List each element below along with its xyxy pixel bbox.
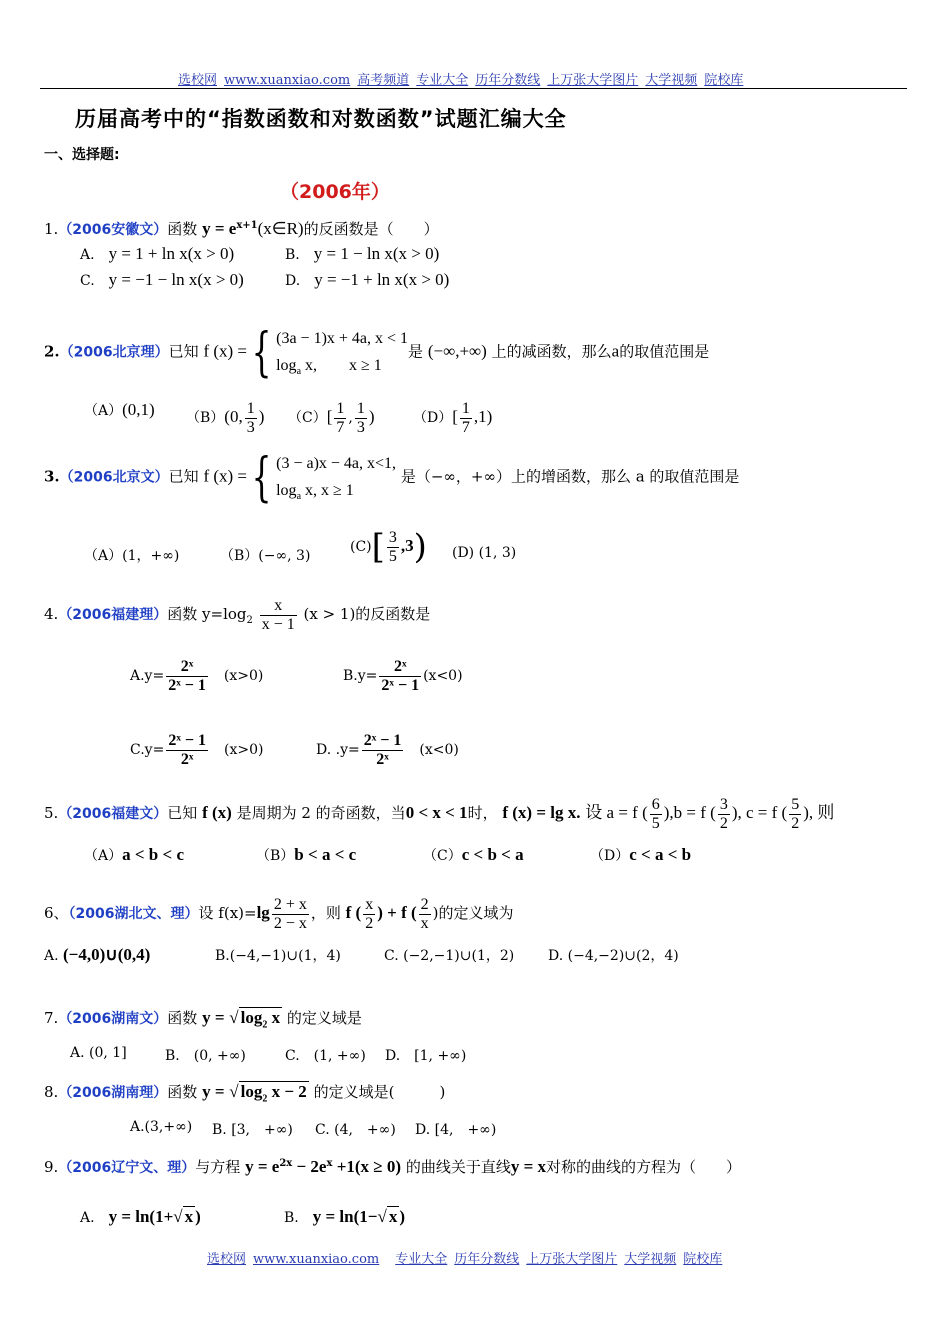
question-9: 9.（2006辽宁文、理）与方程 $y = e^{2x} - 2e^x +1(x \ge 0)$ 的曲线关于直线y = x对称的曲线的方程为（ ） [44, 1157, 742, 1176]
nav-link-videos[interactable]: 大学视频 [645, 73, 698, 88]
option-d: D. .y= $\frac{\text{2ˣ − 1}}{\text{2ˣ}}$ (x<0) [316, 732, 459, 768]
option-d: （D）c < a < b [590, 845, 692, 864]
nav-link-scores[interactable]: 历年分数线 [454, 1252, 520, 1267]
question-7: 7.（2006湖南文）函数 y = √ $\log_2 x$ 的定义域是 [44, 1008, 362, 1031]
nav-link-gaokao[interactable]: 高考频道 [357, 73, 410, 88]
formula: (x∈R) [257, 219, 304, 238]
option-b: B. (0, +∞) [165, 1048, 246, 1064]
nav-link-majors[interactable]: 专业大全 [416, 73, 469, 88]
option-b: B. [3, +∞) [212, 1122, 293, 1138]
footer-nav [207, 1248, 729, 1267]
option-d: D. [4, +∞) [415, 1122, 497, 1138]
option-c: （C）[ $\frac{1}{7}$ , $\frac{1}{3}$ ) [288, 400, 375, 436]
exponent: x+1 [236, 220, 258, 231]
nav-link-website[interactable]: www.xuanxiao.com [253, 1252, 380, 1267]
option-c: C. (1, +∞) [285, 1048, 366, 1064]
brace-icon: { [251, 322, 272, 383]
option-b: B.y= $\frac{\text{2ˣ}}{\text{2ˣ − 1}}$ (x<0) [343, 658, 463, 694]
nav-link-xuanxiao[interactable]: 选校网 [178, 73, 218, 88]
option-a: （A）a < b < c [84, 845, 184, 864]
question-1 [44, 218, 439, 239]
question-6: 6、（2006湖北文、理）设 f(x)=lg $\frac{2 + x}{2 - x}$ ，则 f ( $\frac{x}{2}$ ) + f ( $\frac{2}{x}$ )的定义域为 [44, 896, 514, 932]
option-a: A. (−4,0)∪(0,4) [44, 945, 151, 964]
nav-link-videos[interactable]: 大学视频 [624, 1252, 677, 1267]
nav-link-majors[interactable]: 专业大全 [395, 1252, 448, 1267]
option-d: D. (−4,−2)∪(2，4) [548, 948, 679, 964]
nav-link-pictures[interactable]: 上万张大学图片 [547, 73, 639, 88]
option-c: C. (4, +∞) [315, 1122, 396, 1138]
option-c: C. (−2,−1)∪(1，2) [384, 948, 515, 964]
nav-link-schools[interactable]: 院校库 [704, 73, 744, 88]
question-text: 的反函数是（ ） [303, 220, 439, 238]
option-b: （B）b < a < c [256, 845, 357, 864]
question-4: 4.（2006福建理）函数 $y=\log_2$ $\frac{x}{x - 1}$ (x > 1)的反函数是 [44, 597, 431, 633]
nav-link-pictures[interactable]: 上万张大学图片 [526, 1252, 618, 1267]
year-heading: （2006年） [280, 181, 390, 203]
option-a: A.y= $\frac{\text{2ˣ}}{\text{2ˣ − 1}}$ (x>0) [130, 658, 264, 694]
nav-link-scores[interactable]: 历年分数线 [475, 73, 541, 88]
option-b: B. y = 1 − ln x(x > 0) [285, 244, 440, 263]
option-b: （B）(0, $\frac{1}{3}$ ) [186, 400, 265, 436]
question-source: （2006安徽文） [58, 222, 168, 238]
question-8: 8.（2006湖南理）函数 y = √ $\log_2 x - 2$ 的定义域是( ) [44, 1082, 446, 1105]
option-c: (C)[ $\frac{3}{5}$ ,3) [350, 527, 427, 567]
option-d: D. y = −1 + ln x(x > 0) [285, 270, 450, 289]
option-d: D. [1, +∞) [385, 1048, 467, 1064]
piecewise-cases: (3a − 1)x + 4a, x < 1 $\log_a x$, x ≥ 1 [276, 330, 409, 378]
option-a: （A）(0,1) [84, 400, 155, 419]
question-5: 5.（2006福建文）已知 f (x) 是周期为 2 的奇函数，当0 < x < 1时， f (x) = lg x. 设 a = f ( $\frac{6}{5}$ ),b = f ( $\frac{3}{2}$ ), c = f ( $\frac{5}{2}$ ), 则 [44, 796, 835, 832]
option-d: （D）[ $\frac{1}{7}$ ,1) [413, 400, 493, 436]
option-b: （B）(−∞, 3) [220, 548, 311, 564]
brace-icon: { [251, 447, 272, 508]
option-b: B.(−4,−1)∪(1，4) [215, 948, 341, 964]
option-d: (D) (1, 3) [452, 545, 517, 561]
option-a: A. y = ln(1+√ x ) [80, 1207, 201, 1226]
nav-link-xuanxiao[interactable]: 选校网 [207, 1252, 247, 1267]
option-c: C.y= $\frac{\text{2ˣ − 1}}{\text{2ˣ}}$ (x>0) [130, 732, 264, 768]
header-divider [40, 88, 907, 89]
page-title: 历届高考中的“指数函数和对数函数”试题汇编大全 [75, 107, 567, 131]
header-nav [178, 69, 750, 88]
option-c: （C）c < b < a [423, 845, 524, 864]
question-text: 函数 [167, 220, 198, 238]
option-a: A.(3,+∞) [130, 1119, 193, 1135]
option-a: A. y = 1 + ln x(x > 0) [80, 244, 235, 263]
option-b: B. y = ln(1−√ x ) [284, 1207, 405, 1226]
section-heading: 一、选择题: [44, 147, 120, 163]
question-number: 1. [44, 220, 59, 238]
option-a: （A）(1，+∞) [84, 548, 180, 564]
option-c: C. y = −1 − ln x(x > 0) [80, 270, 244, 289]
question-3: 3.（2006北京文）已知 f (x) ={ (3 − a)x − 4a, x<1, $\log_a x$, x ≥ 1 是（−∞，+∞）上的增函数，那么 a 的取值范围是 [44, 447, 740, 508]
nav-link-schools[interactable]: 院校库 [683, 1252, 723, 1267]
option-a: A. (0, 1] [70, 1045, 127, 1061]
question-2: 2.（2006北京理）已知 f (x) ={ (3a − 1)x + 4a, x < 1 $\log_a x$, x ≥ 1 是 (−∞,+∞) 上的减函数，那么a的取值范围是 [44, 322, 710, 383]
formula: y = e [202, 219, 237, 238]
nav-link-website[interactable]: www.xuanxiao.com [224, 73, 351, 88]
piecewise-cases: (3 − a)x − 4a, x<1, $\log_a x$, x ≥ 1 [276, 455, 397, 503]
